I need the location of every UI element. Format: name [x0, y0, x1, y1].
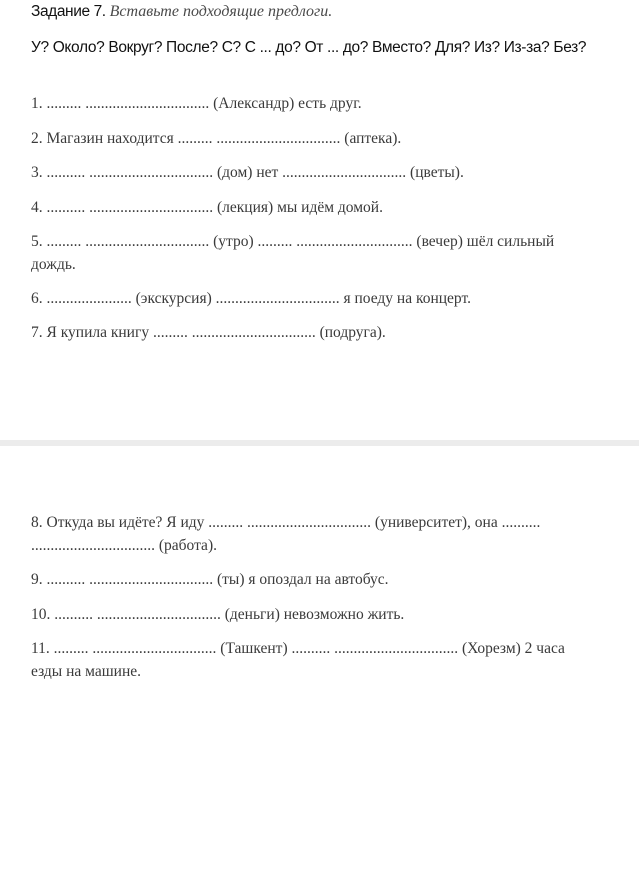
exercise-5: 5. ......... ................................ (утро) ......... .............................. (вечер) шёл сильный дождь.	[31, 233, 555, 273]
exercise-11: 11. ......... ................................ (Ташкент) .......... ................................ (Хорезм) 2 часа езды на машине.	[31, 640, 565, 680]
exercise-9: 9. .......... ................................ (ты) я опоздал на автобус.	[31, 571, 389, 588]
preposition-list: У? Около? Вокруг? После? С? С ... до? От ... до? Вместо? Для? Из? Из-за? Без?	[31, 39, 587, 56]
exercise-1: 1. ......... ................................ (Александр) есть друг.	[31, 95, 362, 112]
task-heading	[31, 3, 332, 21]
task-label: Задание 7.	[31, 3, 106, 20]
exercise-4: 4. .......... ................................ (лекция) мы идём домой.	[31, 199, 383, 216]
exercise-10: 10. .......... ................................ (деньги) невозможно жить.	[31, 606, 405, 623]
exercise-3: 3. .......... ................................ (дом) нет ................................ (цветы).	[31, 164, 464, 181]
exercise-7: 7. Я купила книгу ......... ................................ (подруга).	[31, 324, 386, 341]
exercise-6: 6. ...................... (экскурсия) ................................ я поеду на концерт.	[31, 290, 471, 307]
document-page-1	[0, 0, 639, 440]
exercise-2: 2. Магазин находится ......... ................................ (аптека).	[31, 130, 402, 147]
task-instruction: Вставьте подходящие предлоги.	[109, 3, 333, 20]
exercise-8: 8. Откуда вы идёте? Я иду ......... ................................ (университет), она .......... ................................ (работа).	[31, 514, 541, 554]
document-page-2	[0, 446, 639, 896]
